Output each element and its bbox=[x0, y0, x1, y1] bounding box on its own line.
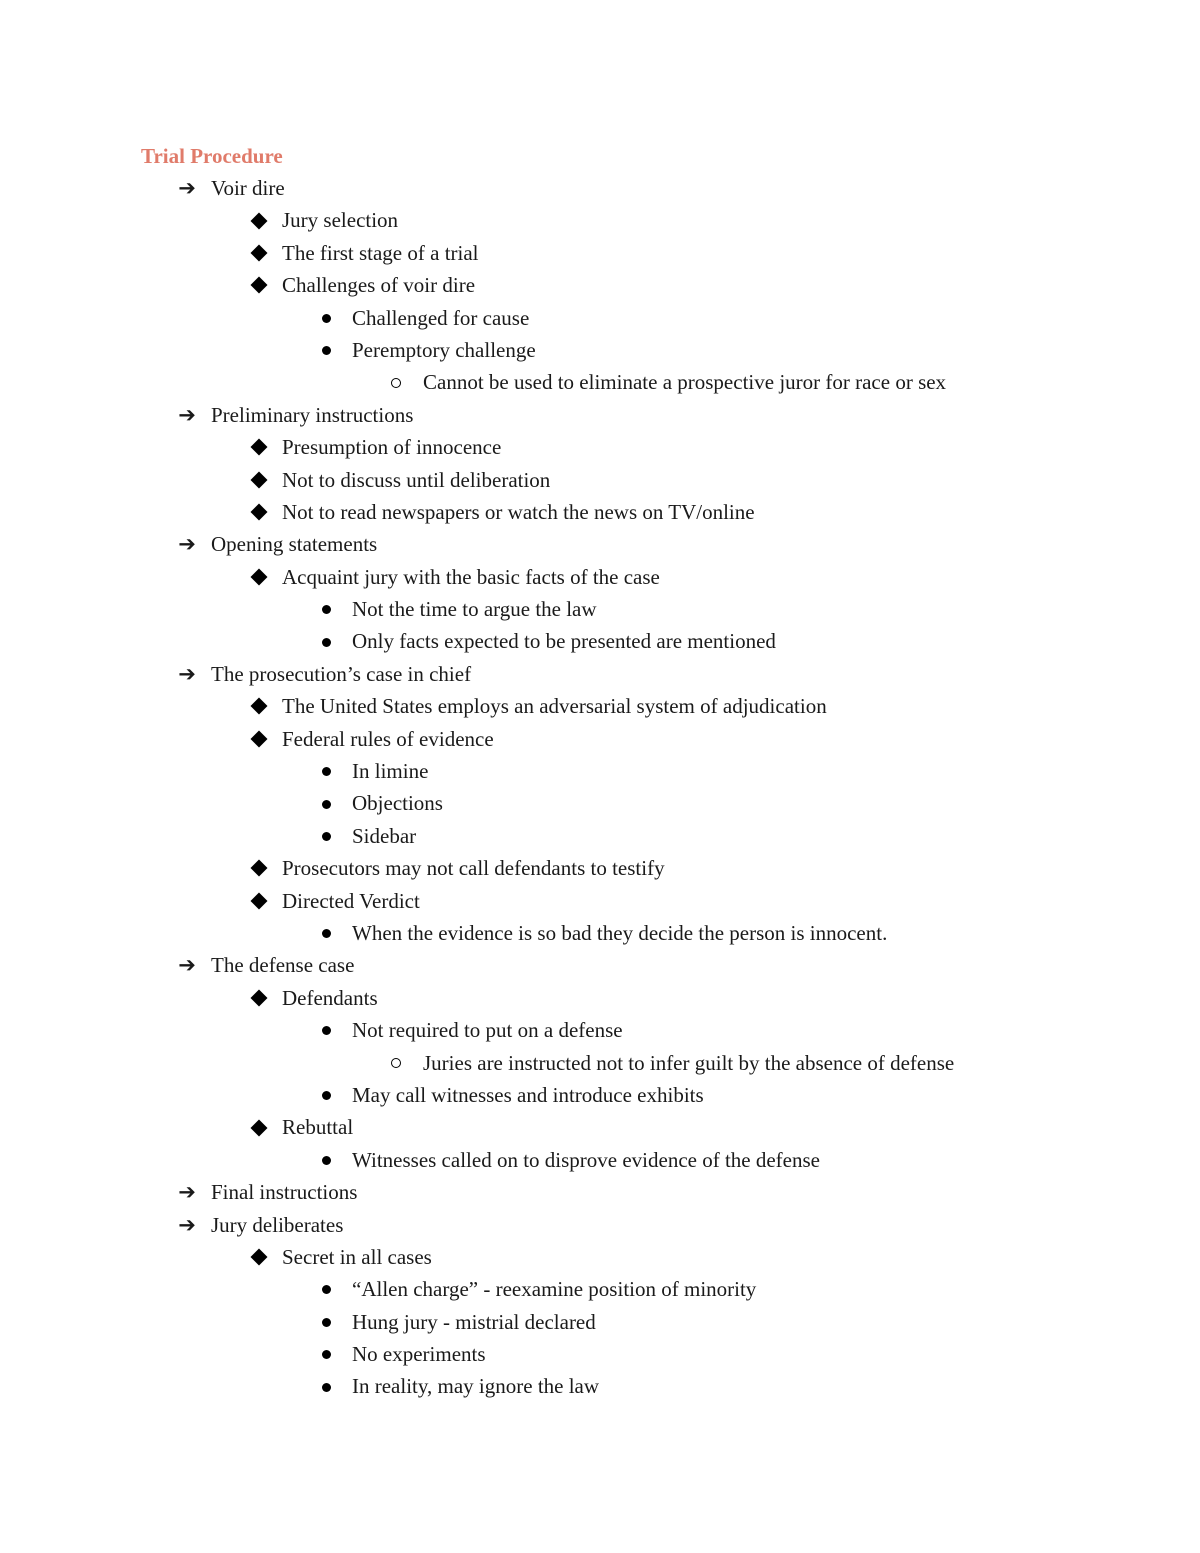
outline-item-text: Only facts expected to be presented are mentioned bbox=[352, 629, 776, 654]
outline-item-level-2 bbox=[0, 1241, 1200, 1273]
outline-item-text: Cannot be used to eliminate a prospective juror for race or sex bbox=[423, 370, 947, 395]
diamond-icon bbox=[246, 885, 272, 917]
dot-icon bbox=[313, 1338, 339, 1370]
diamond-icon bbox=[246, 1241, 272, 1273]
dot-icon bbox=[313, 1306, 339, 1338]
outline-item-text: The prosecution’s case in chief bbox=[211, 661, 472, 686]
diamond-icon bbox=[246, 690, 272, 722]
outline-item-level-4 bbox=[0, 366, 1200, 398]
outline-item-text: Jury deliberates bbox=[211, 1212, 344, 1237]
outline-item-level-1 bbox=[0, 1209, 1200, 1241]
outline-item-text: Directed Verdict bbox=[282, 888, 420, 913]
outline-item-text: Voir dire bbox=[211, 176, 285, 200]
outline-item-text: Peremptory challenge bbox=[352, 337, 536, 362]
outline-item-text: Objections bbox=[352, 791, 443, 816]
outline-item-level-1 bbox=[0, 528, 1200, 560]
outline-item-text: Final instructions bbox=[211, 1180, 358, 1205]
outline-item-text: When the evidence is so bad they decide the person is innocent. bbox=[352, 920, 888, 945]
outline-item-text: The first stage of a trial bbox=[282, 240, 479, 265]
bullet-outline bbox=[0, 172, 1200, 1403]
diamond-icon bbox=[246, 1111, 272, 1143]
outline-item-level-3 bbox=[0, 1338, 1200, 1370]
outline-item-text: Opening statements bbox=[211, 532, 378, 557]
circle-icon bbox=[383, 366, 409, 398]
outline-item-level-2 bbox=[0, 237, 1200, 269]
outline-item-text: Defendants bbox=[282, 985, 378, 1010]
outline-item-level-1 bbox=[0, 949, 1200, 981]
outline-item-text: Secret in all cases bbox=[282, 1244, 432, 1269]
outline-item-text: In limine bbox=[352, 759, 429, 784]
outline-item-level-1 bbox=[0, 658, 1200, 690]
dot-icon bbox=[313, 593, 339, 625]
diamond-icon bbox=[246, 204, 272, 236]
outline-item-text: Presumption of innocence bbox=[282, 435, 502, 460]
outline-item-text: Sidebar bbox=[352, 823, 417, 848]
outline-item-level-3 bbox=[0, 787, 1200, 819]
dot-icon bbox=[313, 1014, 339, 1046]
outline-item-level-1 bbox=[0, 399, 1200, 431]
arrow-icon: ➔ bbox=[178, 402, 196, 427]
outline-item-text: The defense case bbox=[211, 953, 355, 978]
outline-item-level-3 bbox=[0, 302, 1200, 334]
dot-icon bbox=[313, 1079, 339, 1111]
circle-icon bbox=[383, 1047, 409, 1079]
outline-item-text: Hung jury - mistrial declared bbox=[352, 1309, 596, 1334]
outline-item-level-2 bbox=[0, 561, 1200, 593]
outline-item-text: Witnesses called on to disprove evidence of the defense bbox=[352, 1147, 820, 1172]
outline-item-level-4 bbox=[0, 1047, 1200, 1079]
outline-item-text: Not to discuss until deliberation bbox=[282, 467, 551, 492]
outline-item-text: No experiments bbox=[352, 1342, 486, 1367]
outline-item-level-3 bbox=[0, 1079, 1200, 1111]
document-title: Trial Procedure bbox=[141, 144, 283, 168]
diamond-icon bbox=[246, 852, 272, 884]
diamond-icon bbox=[246, 982, 272, 1014]
outline-item-level-2 bbox=[0, 723, 1200, 755]
outline-item-text: Not required to put on a defense bbox=[352, 1018, 623, 1043]
dot-icon bbox=[313, 302, 339, 334]
outline-item-level-1 bbox=[0, 1176, 1200, 1208]
diamond-icon bbox=[246, 237, 272, 269]
outline-item-text: Not the time to argue the law bbox=[352, 597, 597, 622]
outline-item-level-2 bbox=[0, 204, 1200, 236]
diamond-icon bbox=[246, 464, 272, 496]
outline-item-level-2 bbox=[0, 496, 1200, 528]
arrow-icon: ➔ bbox=[178, 1180, 196, 1205]
outline-item-level-3 bbox=[0, 1370, 1200, 1402]
dot-icon bbox=[313, 755, 339, 787]
dot-icon bbox=[313, 787, 339, 819]
arrow-icon: ➔ bbox=[178, 661, 196, 686]
outline-item-level-3 bbox=[0, 1144, 1200, 1176]
outline-item-level-3 bbox=[0, 1273, 1200, 1305]
outline-item-level-2 bbox=[0, 852, 1200, 884]
outline-item-level-2 bbox=[0, 885, 1200, 917]
dot-icon bbox=[313, 625, 339, 657]
outline-item-level-3 bbox=[0, 917, 1200, 949]
dot-icon bbox=[313, 1370, 339, 1402]
outline-item-level-3 bbox=[0, 625, 1200, 657]
outline-item-level-1 bbox=[0, 172, 1200, 204]
outline-item-text: Challenged for cause bbox=[352, 305, 530, 330]
arrow-icon: ➔ bbox=[178, 176, 196, 200]
outline-item-level-3 bbox=[0, 1014, 1200, 1046]
diamond-icon bbox=[246, 561, 272, 593]
outline-item-level-2 bbox=[0, 464, 1200, 496]
outline-item-text: Federal rules of evidence bbox=[282, 726, 494, 751]
outline-item-text: “Allen charge” - reexamine position of minority bbox=[352, 1277, 757, 1302]
outline-item-level-2 bbox=[0, 269, 1200, 301]
diamond-icon bbox=[246, 269, 272, 301]
dot-icon bbox=[313, 1144, 339, 1176]
outline-item-level-3 bbox=[0, 755, 1200, 787]
dot-icon bbox=[313, 334, 339, 366]
outline-item-text: Jury selection bbox=[282, 208, 399, 233]
dot-icon bbox=[313, 820, 339, 852]
outline-item-text: In reality, may ignore the law bbox=[352, 1374, 600, 1399]
outline-item-text: May call witnesses and introduce exhibits bbox=[352, 1082, 704, 1107]
dot-icon bbox=[313, 917, 339, 949]
outline-item-level-2 bbox=[0, 431, 1200, 463]
outline-item-level-2 bbox=[0, 1111, 1200, 1143]
arrow-icon: ➔ bbox=[178, 1212, 196, 1237]
outline-item-level-3 bbox=[0, 1306, 1200, 1338]
outline-item-level-2 bbox=[0, 690, 1200, 722]
diamond-icon bbox=[246, 496, 272, 528]
outline-item-text: Juries are instructed not to infer guilt by the absence of defense bbox=[423, 1050, 955, 1075]
outline-item-level-3 bbox=[0, 334, 1200, 366]
arrow-icon: ➔ bbox=[178, 953, 196, 978]
outline-item-level-3 bbox=[0, 593, 1200, 625]
diamond-icon bbox=[246, 723, 272, 755]
arrow-icon: ➔ bbox=[178, 532, 196, 557]
outline-item-text: Prosecutors may not call defendants to testify bbox=[282, 856, 665, 881]
outline-item-text: Challenges of voir dire bbox=[282, 273, 476, 298]
outline-item-text: Preliminary instructions bbox=[211, 402, 414, 427]
outline-item-text: Acquaint jury with the basic facts of the case bbox=[282, 564, 660, 589]
dot-icon bbox=[313, 1273, 339, 1305]
outline-item-level-3 bbox=[0, 820, 1200, 852]
outline-item-text: The United States employs an adversarial system of adjudication bbox=[282, 694, 827, 719]
outline-item-text: Not to read newspapers or watch the news on TV/online bbox=[282, 499, 755, 524]
outline-item-text: Rebuttal bbox=[282, 1115, 354, 1140]
diamond-icon bbox=[246, 431, 272, 463]
outline-item-level-2 bbox=[0, 982, 1200, 1014]
